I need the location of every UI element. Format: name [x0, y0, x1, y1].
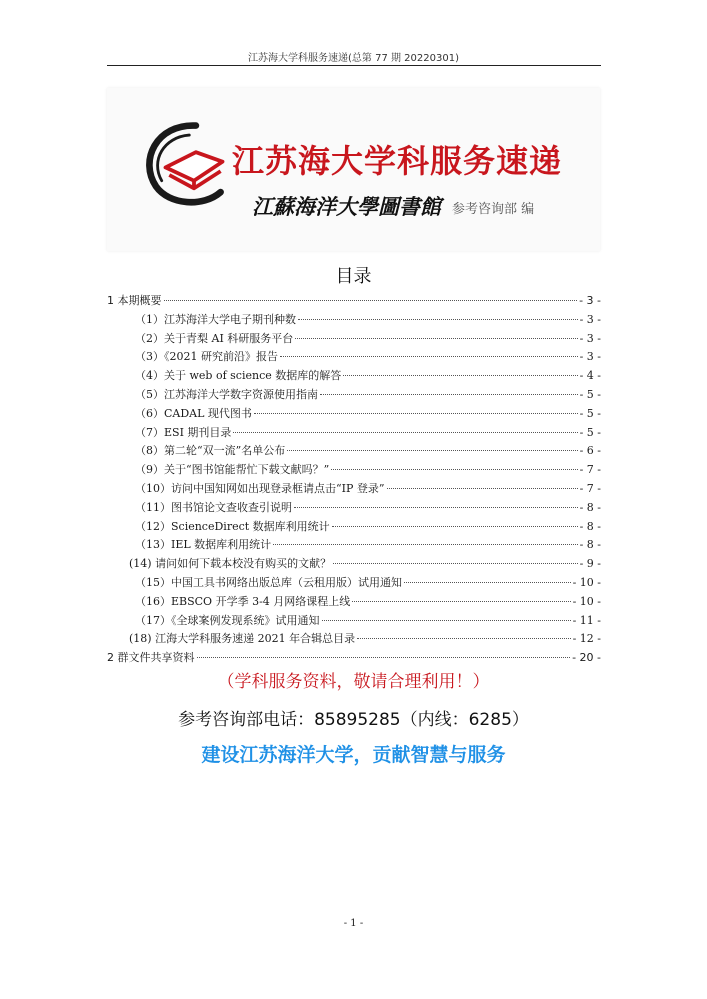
toc-entry-label: 1 本期概要 [107, 294, 162, 307]
toc-entry-page: - 7 - [579, 481, 601, 495]
toc-entry-label: （8）第二轮“双一流”名单公布 [135, 444, 286, 458]
dot-leader [333, 563, 577, 564]
toc-entry[interactable] [107, 424, 601, 443]
toc-entry-label: （15）中国工具书网络出版总库（云租用版）试用通知 [135, 575, 402, 589]
toc-entry[interactable] [107, 630, 601, 649]
toc-entry-label: （1）江苏海洋大学电子期刊种数 [135, 312, 296, 326]
toc-entry-page: - 10 - [572, 575, 601, 589]
dot-leader [331, 469, 577, 470]
library-logo-icon [137, 118, 232, 213]
toc-entry-page: - 7 - [579, 463, 601, 477]
toc-entry-label: （6）CADAL 现代图书 [135, 406, 252, 420]
header-rule [107, 65, 601, 66]
dot-leader [332, 526, 578, 527]
toc-entry-label: （12）ScienceDirect 数据库利用统计 [135, 519, 330, 533]
toc-entry-page: - 3 - [579, 294, 601, 307]
toc-entry[interactable] [107, 348, 601, 367]
toc-entry-label: （16）EBSCO 开学季 3-4 月网络课程上线 [135, 594, 351, 608]
dot-leader [320, 394, 578, 395]
toc-entry-page: - 9 - [579, 557, 601, 571]
toc-entry-page: - 3 - [579, 350, 601, 364]
dot-leader [404, 582, 571, 583]
toc-entry-label: （17）《全球案例发现系统》试用通知 [135, 613, 320, 627]
toc-entry[interactable] [107, 518, 601, 537]
toc-entry[interactable] [107, 386, 601, 405]
usage-note: （学科服务资料，敬请合理利用！） [217, 672, 490, 692]
dot-leader [164, 300, 578, 301]
dot-leader [273, 544, 577, 545]
dot-leader [322, 620, 571, 621]
toc-entry[interactable] [107, 593, 601, 612]
toc-entry[interactable] [107, 367, 601, 386]
toc-entry-page: - 8 - [579, 500, 601, 514]
toc-entry-label: （9）关于“图书馆能帮忙下载文献吗？” [135, 463, 330, 477]
toc-entry-page: - 8 - [579, 519, 601, 533]
toc-entry-page: - 3 - [579, 312, 601, 326]
toc-entry-page: - 6 - [579, 444, 601, 458]
page-number: - 1 - [343, 918, 364, 929]
toc-entry-page: - 20 - [572, 651, 601, 665]
toc-entry-label: （3）《2021 研究前沿》报告 [135, 350, 278, 364]
dot-leader [254, 413, 578, 414]
dot-leader [280, 356, 578, 357]
toc-entry[interactable] [107, 480, 601, 499]
dot-leader [343, 375, 577, 376]
toc-entry-label: （13）IEL 数据库利用统计 [135, 538, 272, 552]
toc-entry[interactable] [107, 574, 601, 593]
library-name-calligraphy: 江蘇海洋大學圖書館 [252, 194, 441, 219]
toc-entry[interactable] [107, 555, 601, 574]
toc-entry[interactable] [107, 442, 601, 461]
toc-entry[interactable] [107, 292, 601, 311]
toc-entry-label: (18) 江海大学科服务速递 2021 年合辑总目录 [129, 632, 356, 646]
toc-entry-label: 2 群文件共享资料 [107, 651, 195, 665]
toc-entry-page: - 3 - [579, 331, 601, 345]
toc-entry-page: - 8 - [579, 538, 601, 552]
slogan: 建设江苏海洋大学，贡献智慧与服务 [201, 744, 506, 766]
dot-leader [357, 638, 570, 639]
toc-entry[interactable] [107, 311, 601, 330]
toc-entry-label: （4）关于 web of science 数据库的解答 [135, 369, 342, 383]
toc-entry[interactable] [107, 461, 601, 480]
toc-entry-page: - 11 - [572, 613, 601, 627]
toc-entry-page: - 12 - [572, 632, 601, 646]
masthead-title: 江苏海大学科服务速递 [232, 142, 563, 180]
toc-entry-label: （2）关于青梨 AI 科研服务平台 [135, 331, 294, 345]
masthead-banner [107, 88, 600, 251]
dot-leader [295, 338, 577, 339]
toc-entry[interactable] [107, 405, 601, 424]
toc-entry-page: - 4 - [579, 369, 601, 383]
dot-leader [387, 488, 578, 489]
toc-entry-label: （5）江苏海洋大学数字资源使用指南 [135, 387, 318, 401]
running-header: 江苏海大学科服务速递(总第 77 期 20220301) [248, 53, 459, 64]
editor-credit: 参考咨询部 编 [452, 202, 535, 217]
dot-leader [197, 657, 571, 658]
toc-entry[interactable] [107, 649, 601, 668]
dot-leader [352, 601, 570, 602]
contact-phone: 参考咨询部电话：85895285（内线：6285） [178, 710, 529, 730]
table-of-contents [107, 292, 601, 668]
toc-entry-label: （7）ESI 期刊目录 [135, 425, 232, 439]
dot-leader [287, 450, 577, 451]
dot-leader [233, 432, 577, 433]
toc-entry-page: - 5 - [579, 425, 601, 439]
toc-entry[interactable] [107, 612, 601, 631]
toc-entry-label: (14) 请问如何下载本校没有购买的文献？ [129, 557, 332, 571]
toc-entry-page: - 5 - [579, 406, 601, 420]
toc-entry-page: - 5 - [579, 387, 601, 401]
toc-entry-label: （11）图书馆论文查收查引说明 [135, 500, 292, 514]
toc-entry[interactable] [107, 536, 601, 555]
toc-entry-page: - 10 - [572, 594, 601, 608]
dot-leader [294, 507, 578, 508]
toc-heading: 目录 [335, 266, 372, 287]
dot-leader [298, 319, 578, 320]
toc-entry-label: （10）访问中国知网如出现登录框请点击“IP 登录” [135, 481, 385, 495]
toc-entry[interactable] [107, 499, 601, 518]
toc-entry[interactable] [107, 330, 601, 349]
